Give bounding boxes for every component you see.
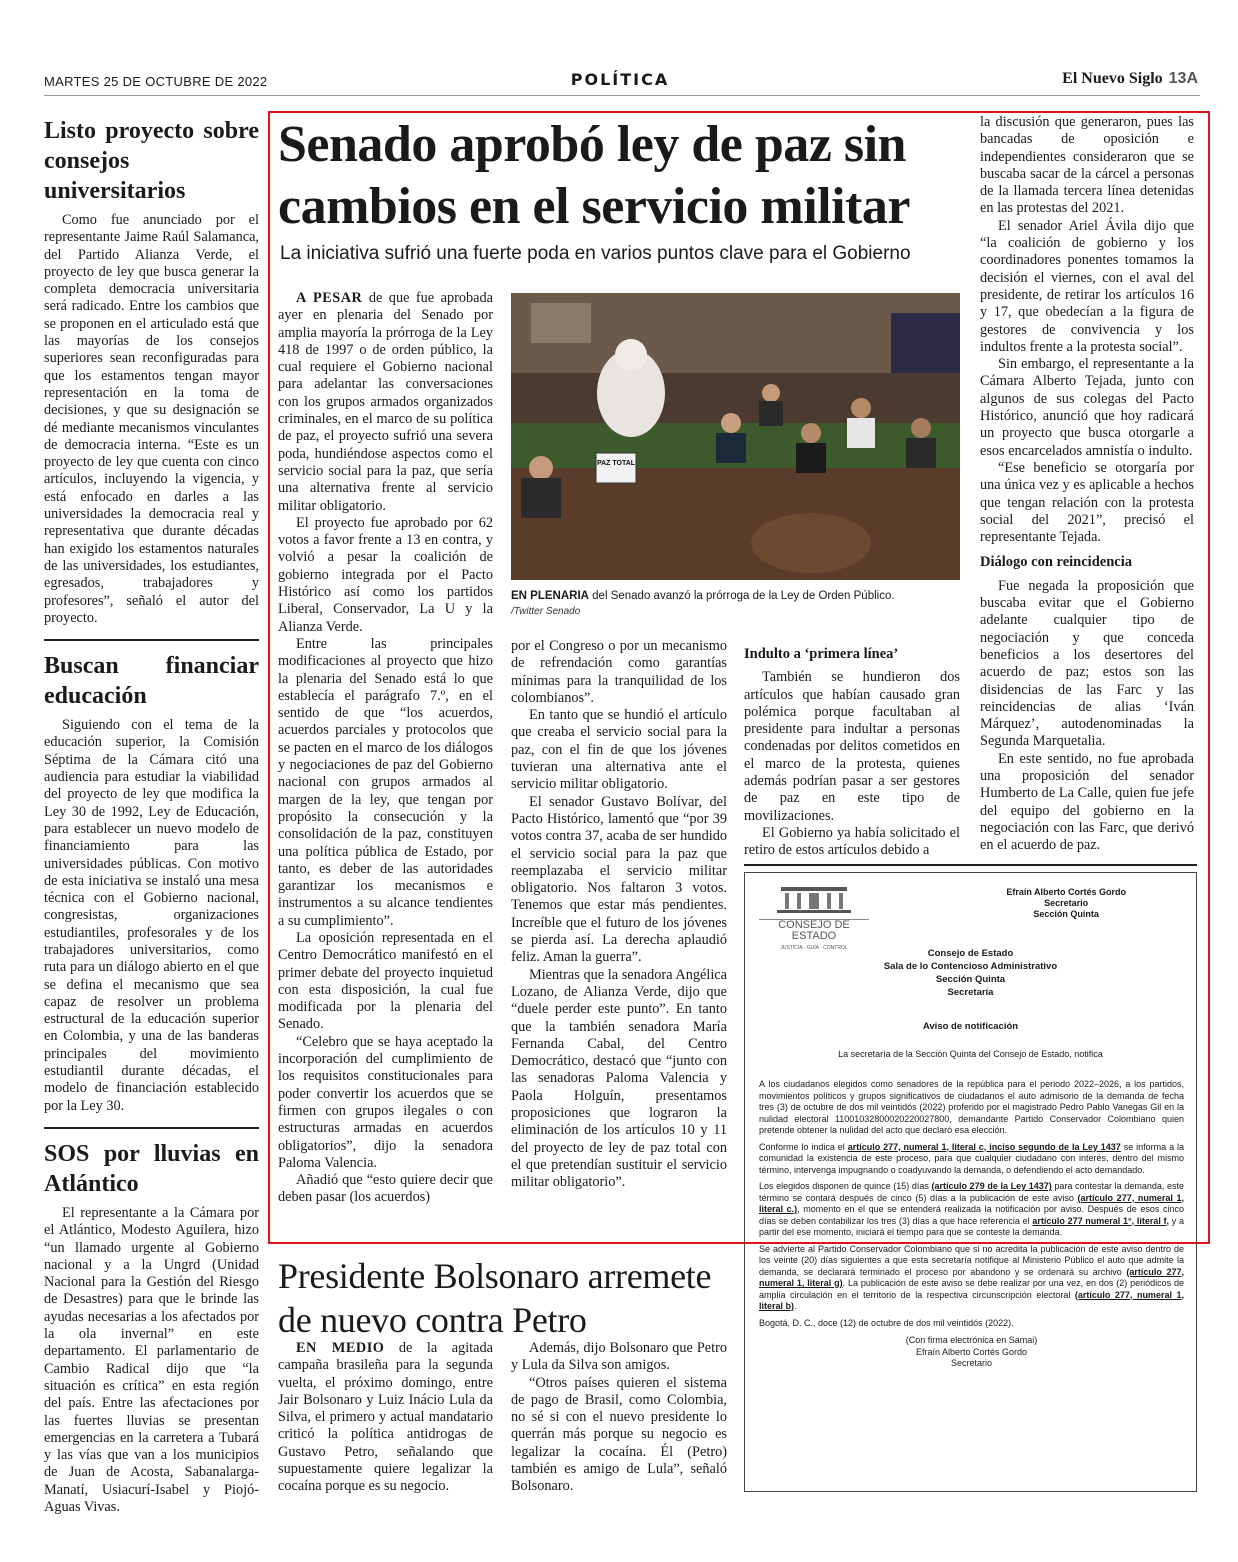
notice-body [759, 1079, 1184, 1370]
notice-p4-post: . [794, 1301, 797, 1311]
main-col4-p5: Fue negada la proposición que buscaba evitar que el Gobierno adelante cualquier tipo de negociación y que conceda beneficios a los desertores del acuerdo de paz; estos son las disidencias de las Farc y las reincidencias de alias ‘Iván Márquez’, autodenominadas la Segunda Marquetalia. [980, 577, 1194, 750]
notice-p4-pre: Se advierte al Partido Conservador Colombiano que si no acredita la publicación de este aviso dentro de los veinte (20) días siguientes a que esta secretaría notifique al Ministerio Público el auto que admite la demanda, se declarará terminado el proceso por abandono y se ordenará su archivo [759, 1243, 1184, 1277]
main-subheadline: La iniciativa sufrió una fuerte poda en varios puntos clave para el Gobierno [280, 243, 911, 264]
notice-date: Bogotá, D. C., doce (12) de octubre de dos mil veintidós (2022). [759, 1317, 1014, 1328]
sidebar-divider [44, 639, 259, 641]
senate-plenary-photo [511, 293, 960, 580]
notice-p3-pre: Los elegidos disponen de quince (15) días [759, 1181, 929, 1191]
subhead-dialogo: Diálogo con reincidencia [980, 554, 1132, 571]
notice-footer-line: (Con firma electrónica en Samai) [905, 1335, 1038, 1345]
notice-ref: artículo 277, numeral 1, literal c, inciso segundo de la Ley 1437 [847, 1141, 1121, 1152]
sidebar-body-1: Como fue anunciado por el representante Jaime Raúl Salamanca, del Partido Alianza Verde, el proyecto de ley que busca generar la completa democracia universitaria será radicado. Entre los cambios que se proponen en el articulado está que las mayorías de los consejos superiores sean reconfiguradas para que los estamentos tengan mayor representación en la toma de decisiones, y que su designación se dé mediante mecanismos vinculantes de democracia interna. “Este es un proyecto de ley que cuenta con cinco artículos, incluyendo la vigencia, y está enfocado en darles a las universidades la democracia real y representativa que durante décadas han exigido los estamentos naturales de las universidades, los estudiantes, egresados, trabajadores y profesores”, señaló el autor del proyecto. [44, 212, 259, 626]
main-column-2 [511, 638, 727, 1192]
second-column-1 [278, 1340, 493, 1496]
notice-top-rule [744, 864, 1197, 866]
notice-title: Aviso de notificación [922, 1021, 1019, 1032]
main-col4-p4: “Ese beneficio se otorgaría por una única vez y es aplicable a hechos que tengan relación con la protesta social del 2021”, precisó el representante Tejada. [980, 459, 1194, 546]
main-headline: Senado aprobó ley de paz sin cambios en el servicio militar [278, 116, 910, 235]
notice-footer-line: Efraín Alberto Cortés Gordo [915, 1346, 1028, 1357]
main-col1-p1 [278, 290, 493, 515]
notice-ref: (artículo 277, numeral 1, literal g) [759, 1266, 1184, 1288]
notice-ref: (artículo 277, numeral 1, literal c.) [759, 1192, 1184, 1214]
newspaper-name [1062, 70, 1198, 88]
main-column-3 [744, 642, 960, 860]
photo-caption [511, 589, 960, 619]
sidebar-body-2: Siguiendo con el tema de la educación superior, la Comisión Séptima de la Cámara citó una audiencia para estudiar la viabilidad del proyecto de ley que modifica la Ley 30 de 1992, Ley de Educación, para establecer un nuevo modelo de financiamiento para las universidades públicas. Con motivo de esta iniciativa se instaló una mesa técnica con el Gobierno nacional, congresistas, organizaciones estudiantiles, profesorales y de los trabajadores universitarios, como ruta para un diálogo abierto en el que se defina el mecanismo que sea capaz de resolver un problema estructural de la educación superior en Colombia, y una de las banderas principales del movimiento estudiantil durante décadas, el modelo de financiación establecido por la Ley 30. [44, 717, 259, 1114]
main-column-4 [980, 114, 1194, 854]
main-col2-p4: Mientras que la senadora Angélica Lozano, de Alianza Verde, dijo que “duele perder este punto”. En tanto que la también senadora María Fernanda Cabal, del Centro Democrático, destacó que “junto con las senadoras Paloma Valencia y Paola Holguín, presentamos proposiciones que lograron la eliminación de los artículos 10 y 11 del proyecto de ley de paz total con el que pretendían sustituir el servicio militar obligatorio”. [511, 966, 727, 1191]
notice-p4-mid: . La publicación de este aviso se debe realizar por una vez, en dos (2) periódicos de amplia circulación en el territorio de la respectiva circunscripción electoral [759, 1278, 1184, 1300]
second-lead-word: EN MEDIO [296, 1340, 385, 1356]
edition-date: MARTES 25 DE OCTUBRE DE 2022 [44, 74, 268, 89]
lead-text: de que fue aprobada ayer en plenaria del Senado por amplia mayoría la prórroga de la Ley 418 de 1997 o de orden público, la cual requiere el Gobierno nacional para adelantar las conversaciones con los grupos armados organizados criminales, en el marco de su política de paz, el proyecto sufrió una severa poda, hundiéndose aspectos como el servicio social para la paz, que sería una alternativa frente al servicio militar obligatorio. [278, 290, 494, 514]
section-name: POLÍTICA [570, 70, 670, 89]
main-col2-p3: El senador Gustavo Bolívar, del Pacto Histórico, lamentó que “por 39 votos contra 37, acaba de ser hundido el servicio social para la paz que reemplazaba el servicio militar obligatorio. Nos faltaron 3 votos. Tenemos que estar más pendientes. Increíble que el futuro de los jóvenes se pierda así. La derecha aplaudió feliz. Aman la guerra”. [511, 793, 727, 966]
notice-ref: (artículo 277, numeral 1, literal b) [759, 1289, 1184, 1311]
sidebar-title-1: Listo proyecto sobre consejos universitarios [44, 118, 259, 204]
notice-p4 [759, 1244, 1184, 1313]
lead-word: A PESAR [296, 290, 363, 306]
caption-text: del Senado avanzó la prórroga de la Ley de Orden Público. [592, 590, 895, 602]
sidebar-title-3: SOS por lluvias en Atlántico [44, 1140, 259, 1197]
main-col1-p6: Añadió que “esto quiere decir que deben pasar (los acuerdos) [278, 1172, 493, 1206]
second-headline: Presidente Bolsonaro arremete de nuevo contra Petro [278, 1256, 712, 1340]
plenary-photo-art [511, 293, 960, 580]
main-col1-p2: El proyecto fue aprobado por 62 votos a favor frente a 13 en contra, y volvió a pesar la coalición de gobierno integrada por el Pacto Histórico así como los partidos Liberal, Conservador, La U y la Alianza Verde. [278, 514, 493, 635]
notice-header-line: Secretaría [947, 987, 994, 998]
notice-footer [759, 1335, 1184, 1370]
sidebar-body-3: El representante a la Cámara por el Atlántico, Modesto Aguilera, hizo “un llamado urgente al Gobierno nacional y a la Ungrd (Unidad Nacional para la Gestión del Riesgo de Desastres) para que le brinde las ayudas necesarias a los afectados por la ola invernal” en este departamento. El parlamentario de Cambio Radical dijo que “la situación es crítica” en esta región del país. Entre las afectaciones por las fuertes lluvias se presentan emergencias en la carretera a Tubará y las vías que van a los municipios de Juan de Acosta, Sabanalarga-Manatí, Usiacurí-Isabel y Piojó-Aguas Vivas. [44, 1204, 259, 1515]
sidebar [44, 116, 259, 1516]
second-col2-p1: Además, dijo Bolsonaro que Petro y Lula da Silva son amigos. [511, 1340, 727, 1374]
main-col4-p6: En este sentido, no fue aprobada una proposición del senador Humberto de La Calle, quien fue jefe del equipo del gobierno en la negociación con las Farc, que derivó en el acuerdo de paz. [980, 750, 1194, 854]
sidebar-divider [44, 1127, 259, 1129]
sign-line: Sección Quinta [1033, 909, 1099, 919]
sidebar-title-2: Buscan financiar educación [44, 653, 259, 710]
consejo-estado-logo [759, 885, 869, 954]
photo-credit: /Twitter Senado [511, 606, 581, 617]
notice-header-line: Consejo de Estado [927, 948, 1014, 959]
legal-notice [744, 872, 1197, 1492]
main-col4-p1: la discusión que generaron, pues las bancadas de oposición e independientes consideraron que se buscaba sacar de la cárcel a personas de la llamada tercera línea detenidas en las protestas del 2021. [980, 114, 1194, 217]
notice-ref: artículo 277 numeral 1°, literal f, [1032, 1215, 1170, 1226]
logo-motto: JUSTICIA · GUÍA · CONTROL [780, 944, 848, 951]
logo-text: CONSEJO DE ESTADO [759, 919, 869, 943]
notice-p3-mid: para contestar la demanda, este término se contará después de cinco (5) días a la publicación de este aviso [759, 1181, 1184, 1203]
paper-title: El Nuevo Siglo [1062, 70, 1163, 87]
caption-lead: EN PLENARIA [511, 590, 589, 602]
main-col1-p3: Entre las principales modificaciones al proyecto que hizo la plenaria del Senado está lo que establecía el parágrafo 7.º, en el sentido de que “los acuerdos, acuerdos parciales y protocolos que se pacten en el marco de los diálogos y negociaciones de paz del Gobierno nacional con grupos armados al margen de la ley, que tengan por propósito la consecución y la consolidación de la paz, constituyen una política pública de Estado, por tanto, es deber de las autoridades garantizar los mecanismos e instrumentos a su alcance tendientes a su cumplimiento”. [278, 635, 493, 929]
notice-ref: (artículo 279 de la Ley 1437) [931, 1181, 1052, 1191]
notice-p3-mid2: , momento en el que se entenderá realizada la notificación por aviso. Después de esos cinco días se deben contabilizar los tres (3) días a que hace referencia el [759, 1204, 1184, 1226]
main-col3-p1: También se hundieron dos artículos que habían causado gran polémica porque facultaban al presidente para indultar a personas condenadas por delitos cometidos en el marco de la protesta, quienes además podrían pasar a ser gestores de paz en este tipo de movilizaciones. [744, 669, 960, 824]
notice-header [745, 947, 1196, 999]
notice-p2 [759, 1142, 1184, 1177]
main-col2-p2: En tanto que se hundió el artículo que creaba el servicio social para la paz, con el fin de que los jóvenes tuvieran una alternativa ante el servicio militar obligatorio. [511, 707, 727, 793]
main-col4-p3: Sin embargo, el representante a la Cámara Alberto Tejada, junto con algunos de sus colegas del Pacto Histórico, anunció que hoy radicará un proyecto que busca otorgarle a esos encarcelados amnistía o indulto. [980, 356, 1194, 459]
main-col1-p4: La oposición representada en el Centro Democrático manifestó en el primer debate del proyecto inquietud con esta disposición, la cual fue modificada por la plenaria del Senado. [278, 929, 493, 1033]
main-col3-p2: El Gobierno ya había solicitado el retiro de estos artículos debido a [744, 824, 960, 859]
main-col2-p1: por el Congreso o por un mecanismo de refrendación como garantías mínimas para la tranquilidad de los colombianos”. [511, 638, 727, 706]
notice-p2-post: se informa a la comunidad la existencia de este proceso, para que cualquier ciudadano con interés, dentro del mismo término, intervenga impugnando o coadyuvando la demanda, o defendiendo el acto demandado. [759, 1141, 1185, 1175]
notice-header-line: Sala de lo Contencioso Administrativo [883, 961, 1058, 972]
main-column-1 [278, 290, 493, 1207]
main-col1-p5: “Celebro que se haya aceptado la incorporación del cumplimiento de los requisitos constitucionales para poder convertir los acuerdos que se firmen con grupos ilegales o con estructuras armadas en acuerdos obligatorios”, dijo la senadora Paloma Valencia. [278, 1033, 493, 1171]
notice-p3-post: y a partir del ese momento, iniciará el tiempo para que se conteste la demanda. [759, 1215, 1184, 1237]
sign-line: Efraín Alberto Cortés Gordo [1006, 887, 1126, 897]
sign-line: Secretario [1044, 898, 1089, 908]
main-col4-p2: El senador Ariel Ávila dijo que “la coalición de gobierno y los coordinadores ponentes tomamos la decisión el viernes, con el aval del presidente, de retirar los artículos 16 y 17, que obedecían a la figura de gestores de convivencia y los indultos frente a la protesta social”. [980, 217, 1194, 355]
notice-p2-pre: Conforme lo indica el [759, 1141, 845, 1152]
notice-intro: La secretaría de la Sección Quinta del Consejo de Estado, notifica [838, 1049, 1103, 1059]
page-number: 13A [1168, 70, 1198, 87]
paz-total-sign: PAZ TOTAL [596, 460, 636, 467]
header-rule [44, 95, 1200, 96]
courthouse-icon [759, 885, 869, 915]
notice-header-line: Sección Quinta [935, 974, 1006, 985]
subhead-indulto: Indulto a ‘primera línea’ [744, 646, 899, 662]
second-lead-text: de la agitada campaña brasileña para la segunda vuelta, el próximo domingo, entre Jair Bolsonaro y Luiz Inácio Lula da Silva, el primero y actual mandatario criticó la política antidrogas de Gustavo Petro, señalando que supuestamente quiere legalizar la cocaína porque es su negocio. [278, 1340, 493, 1495]
notice-footer-line: Secretario [950, 1358, 993, 1368]
second-column-2 [511, 1340, 727, 1496]
notice-p3 [759, 1181, 1184, 1239]
second-col1-p1 [278, 1340, 493, 1496]
notice-signature-block [1006, 887, 1126, 920]
notice-p1: A los ciudadanos elegidos como senadores de la república para el periodo 2022–2026, a los partidos, movimientos políticos y grupos significativos de ciudadanos el auto admisorio de la demanda de fecha tres (3) de octubre de dos mil veintidós (2022) proferido por el magistrado Pedro Pablo Vanegas Gil en la nulidad electoral 11001032800020220027800, demandante Partido Conservador Colombiano quien pretende obtener la nulidad del acto que declaró esa elección. [759, 1079, 1184, 1135]
second-col2-p2: “Otros países quieren el sistema de pago de Brasil, como Colombia, no sé si con el nuevo presidente lo querrán más porque su negocio es legalizar la cocaína. Él (Petro) también es amigo de Lula”, señaló Bolsonaro. [511, 1374, 727, 1495]
